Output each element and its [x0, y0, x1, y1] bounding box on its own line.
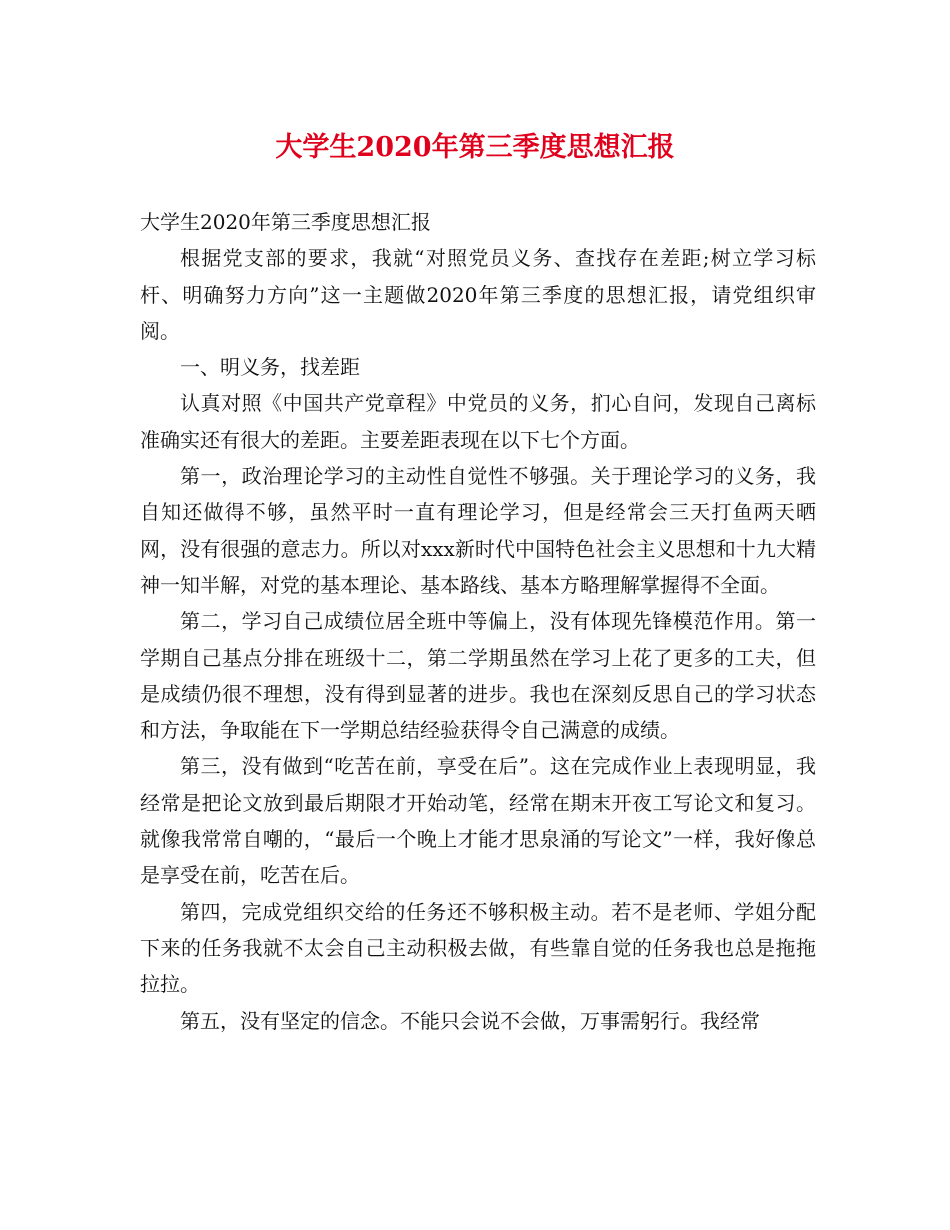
paragraph-subtitle: 大学生2020年第三季度思想汇报: [140, 210, 431, 234]
paragraph: 第一，政治理论学习的主动性自觉性不够强。关于理论学习的义务，我自知还做得不够，虽然平时一直有理论学习，但是经常会三天打鱼两天晒网，没有很强的意志力。所以对xxx新时代中国特色社会主义思想和十九大精神一知半解，对党的基本理论、基本路线、基本方略理解掌握得不全面。: [140, 464, 816, 597]
paragraph: 第五，没有坚定的信念。不能只会说不会做，万事需躬行。我经常: [180, 1008, 760, 1033]
document-title: 大学生2020年第三季度思想汇报: [275, 132, 675, 163]
paragraph: 第四，完成党组织交给的任务还不够积极主动。若不是老师、学姐分配下来的任务我就不太会自己主动积极去做，有些靠自觉的任务我也总是拖拖拉拉。: [140, 899, 816, 997]
paragraph: 第三，没有做到“吃苦在前，享受在后”。这在完成作业上表现明显，我经常是把论文放到最后期限才开始动笔，经常在期末开夜工写论文和复习。就像我常常自嘲的，“最后一个晚上才能才思泉涌的写论文”一样，我好像总是享受在前，吃苦在后。: [140, 754, 816, 888]
paragraph: 认真对照《中国共产党章程》中党员的义务，扪心自问，发现自己离标准确实还有很大的差距。主要差距表现在以下七个方面。: [140, 391, 816, 452]
paragraph-intro: 根据党支部的要求，我就“对照党员义务、查找存在差距;树立学习标杆、明确努力方向”这一主题做2020年第三季度的思想汇报，请党组织审阅。: [140, 246, 816, 343]
document-body: [140, 204, 816, 1039]
paragraph: 第二，学习自己成绩位居全班中等偏上，没有体现先锋模范作用。第一学期自己基点分排在班级十二，第二学期虽然在学习上花了更多的工夫，但是成绩仍很不理想，没有得到显著的进步。我也在深刻反思自己的学习状态和方法，争取能在下一学期总结经验获得令自己满意的成绩。: [140, 609, 816, 743]
section-heading: 一、明义务，找差距: [180, 355, 360, 380]
